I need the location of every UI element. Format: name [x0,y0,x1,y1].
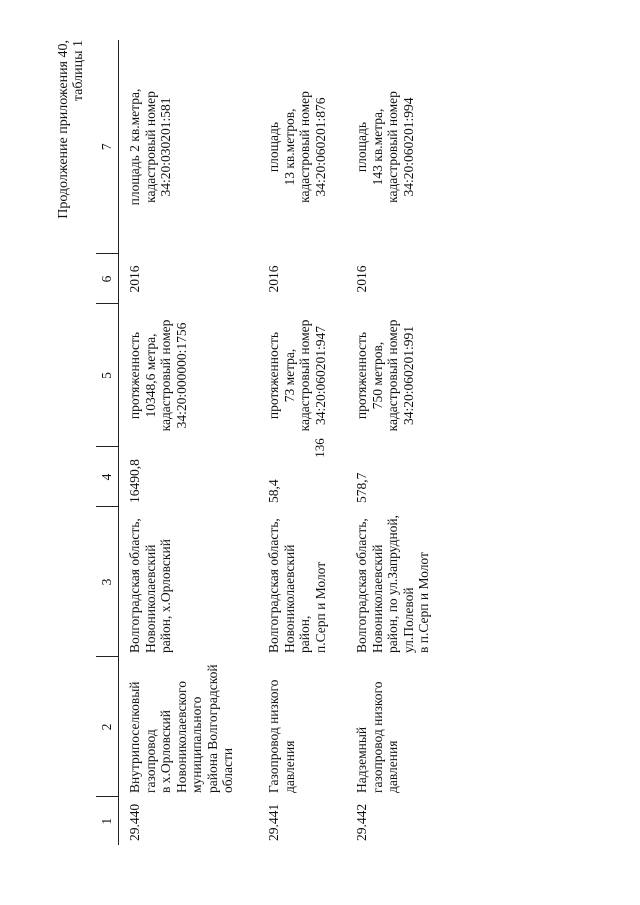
object-value: 16490,8 [127,459,142,503]
objects-table [96,40,464,845]
column-header: 3 [96,507,119,657]
land-plot-info: площадь 2 кв.метра, кадастровый номер 34:20:030201:581 [127,88,173,206]
object-year: 2016 [127,265,142,293]
caption-line-2: таблицы 1 [71,40,86,102]
object-year: 2016 [354,265,369,293]
caption-line-1: Продолжение приложения 40, [56,40,71,219]
row-number: 29.442 [354,803,369,841]
object-name: Газопровод низкого давления [266,679,297,793]
column-header: 6 [96,254,119,304]
object-address: Волгоградская область, Новониколаевский район, х.Орловский [127,518,173,653]
object-characteristics: протяженность 750 метров, кадастровый номер 34:20:060201:991 [354,319,416,432]
row-number: 29.440 [127,803,142,841]
header-row [96,40,119,845]
object-address: Волгоградская область, Новониколаевский район, п.Серп и Молот [266,518,328,653]
column-header: 4 [96,447,119,507]
table-row [346,40,464,845]
object-value: 58,4 [266,479,281,503]
object-name: Внутрипоселковый газопровод в х.Орловский Новониколаевского муниципального района Волгоградской области [127,664,235,793]
object-name: Надземный газопровод низкого давления [354,681,400,793]
object-value: 578,7 [354,472,369,503]
column-header: 1 [96,797,119,845]
column-header: 7 [96,40,119,254]
table-caption [56,40,86,219]
page-number-text: 136 [312,438,327,458]
object-year: 2016 [266,265,281,293]
row-number: 29.441 [266,803,281,841]
table-row [258,40,346,845]
land-plot-info: площадь 13 кв.метров, кадастровый номер 34:20:060201:876 [266,91,328,203]
rotated-table-page [56,40,631,845]
land-plot-info: площадь 143 кв.метра, кадастровый номер 34:20:060201:994 [354,91,416,203]
column-header: 5 [96,304,119,447]
object-address: Волгоградская область, Новониколаевский район, по ул.Запрудной, ул.Полевой в п.Серп и Молот [354,514,431,653]
table-row [119,40,259,845]
object-characteristics: протяженность 10348,6 метра, кадастровый номер 34:20:000000:1756 [127,319,189,432]
object-characteristics: протяженность 73 метра, кадастровый номер 34:20:060201:947 [266,319,328,432]
column-header: 2 [96,657,119,797]
